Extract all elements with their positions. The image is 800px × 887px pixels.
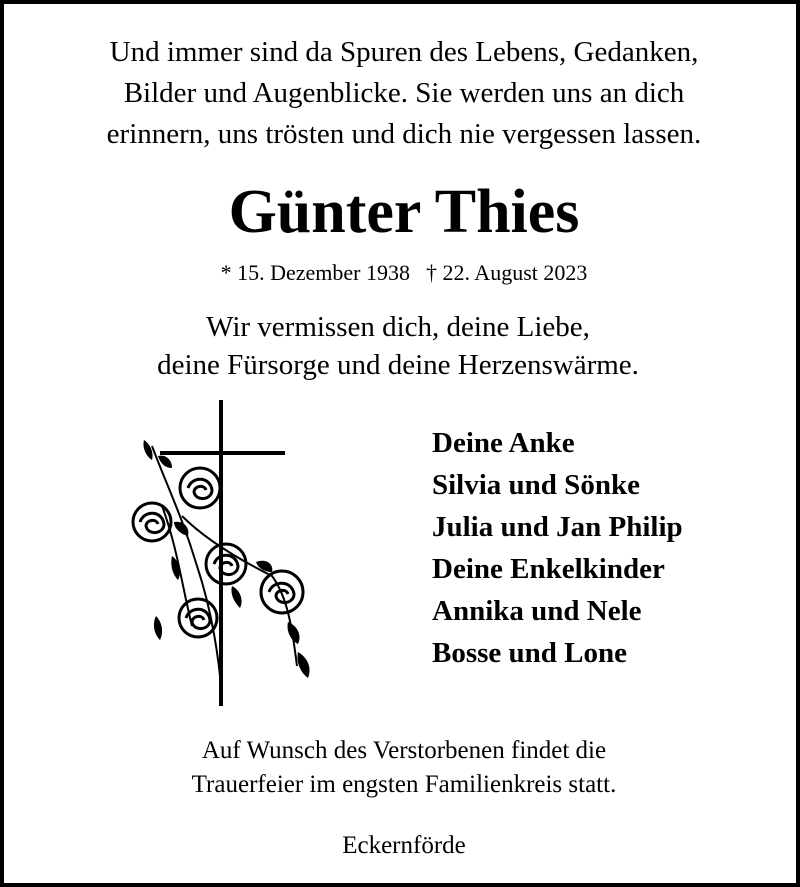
mourner-entry: Julia und Jan Philip — [432, 511, 683, 543]
mourner-entry: Bosse und Lone — [432, 637, 628, 669]
mourner-entry: Deine Anke — [432, 427, 575, 459]
place-name: Eckernförde — [342, 832, 466, 859]
notice-line: Auf Wunsch des Verstorbenen findet die — [201, 737, 607, 764]
tribute-line: Wir vermissen dich, deine Liebe, — [206, 311, 590, 343]
notice-line: Trauerfeier im engsten Familienkreis statt. — [191, 771, 617, 798]
mourners-list — [432, 422, 772, 674]
mourner-entry: Silvia und Sönke — [432, 469, 640, 501]
cross-with-roses-icon — [122, 396, 332, 708]
death-date: † 22. August 2023 — [426, 260, 588, 285]
verse-line: Bilder und Augenblicke. Sie werden uns an dich — [123, 77, 685, 109]
mourner-entry: Deine Enkelkinder — [432, 553, 665, 585]
memorial-verse — [24, 32, 784, 155]
funeral-notice — [4, 734, 800, 802]
mourner-entry: Annika und Nele — [432, 595, 642, 627]
birth-date: * 15. Dezember 1938 — [220, 260, 411, 285]
tribute-line: deine Fürsorge und deine Herzenswärme. — [157, 349, 639, 381]
verse-line: erinnern, uns trösten und dich nie vergessen lassen. — [106, 118, 702, 150]
deceased-name: Günter Thies — [228, 178, 580, 246]
life-dates — [4, 258, 800, 288]
tribute-text — [4, 308, 792, 384]
verse-line: Und immer sind da Spuren des Lebens, Gedanken, — [109, 36, 699, 68]
